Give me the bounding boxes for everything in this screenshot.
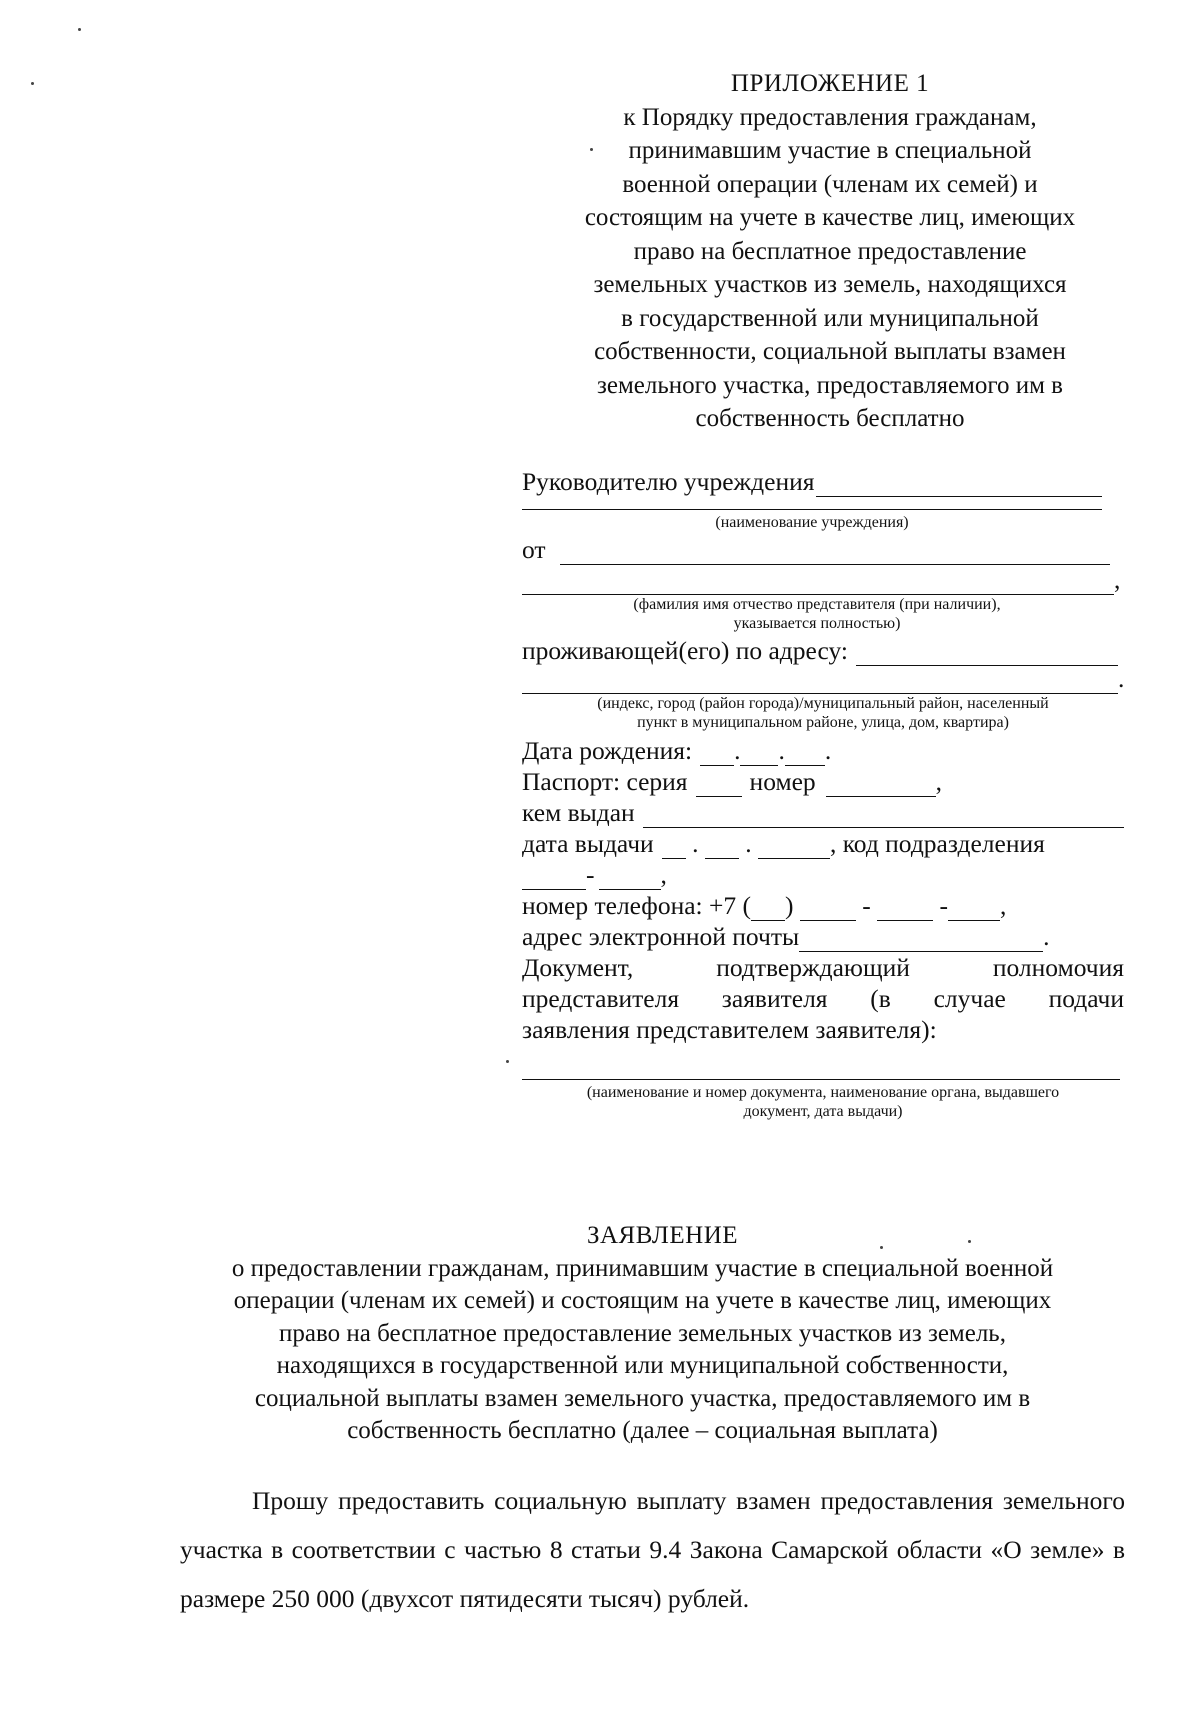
issue-day-field[interactable] <box>662 836 686 859</box>
birth-label: Дата рождения: <box>522 736 693 765</box>
statement-line: операции (членам их семей) и состоящим на учете в качестве лиц, имеющих <box>233 1287 1052 1314</box>
appendix-line: к Порядку предоставления гражданам, <box>623 103 1037 131</box>
doc-text-line-1: Документ, подтверждающий полномочия <box>522 953 1124 982</box>
phone-label: номер телефона: +7 ( <box>522 891 752 920</box>
from-row <box>522 534 1124 565</box>
address-field-2[interactable] <box>522 671 1118 694</box>
appendix-line: состоящим на учете в качестве лиц, имеющих <box>584 204 1076 231</box>
appendix-line: в государственной или муниципальной <box>621 304 1039 332</box>
appendix-header <box>540 67 1120 436</box>
email-field[interactable] <box>799 929 1043 952</box>
doc-caption-2: документ, дата выдачи) <box>743 1103 903 1120</box>
passport-number-label: номер <box>749 767 816 796</box>
issue-year-field[interactable] <box>758 836 830 859</box>
passport-number-field[interactable] <box>826 774 936 797</box>
passport-row: Паспорт: серия номер , <box>522 767 943 796</box>
full-name-field[interactable] <box>522 572 1114 595</box>
doc-text-line-2: представителя заявителя (в случае подачи <box>522 984 1124 1013</box>
issued-by-field[interactable] <box>643 805 1124 828</box>
division-code-row: - , <box>522 859 1124 890</box>
address-label: проживающей(его) по адресу: <box>522 636 848 665</box>
division-code-label: , код подразделения <box>829 829 1045 858</box>
organization-field[interactable] <box>522 497 1102 510</box>
passport-series-field[interactable] <box>696 774 742 797</box>
appendix-line: собственности, социальной выплаты взамен <box>594 338 1066 365</box>
recipient-row <box>522 466 1124 497</box>
phone-part-3-field[interactable] <box>948 898 1000 921</box>
doc-caption-1: (наименование и номер документа, наименование органа, выдавшего <box>586 1084 1060 1101</box>
phone-area-field[interactable] <box>751 898 785 921</box>
address-row-2: . <box>522 666 1124 694</box>
issued-by-label: кем выдан <box>522 798 635 827</box>
from-field[interactable] <box>560 542 1110 565</box>
passport-series-label: Паспорт: серия <box>522 767 688 796</box>
address-row <box>522 635 1124 666</box>
appendix-line: право на бесплатное предоставление <box>633 237 1027 265</box>
statement-line: собственность бесплатно (далее – социальная выплата) <box>347 1417 938 1444</box>
statement-heading <box>160 1220 1125 1448</box>
phone-row: номер телефона: +7 ( ) - - , <box>522 891 1007 920</box>
name-caption-1: (фамилия имя отчество представителя (при наличии), <box>633 596 1001 613</box>
statement-line: находящихся в государственной или муниципальной собственности, <box>276 1352 1009 1379</box>
authority-document-field[interactable] <box>522 1045 1120 1080</box>
name-row: , <box>522 565 1124 595</box>
issue-month-field[interactable] <box>705 836 739 859</box>
appendix-line: земельных участков из земель, находящихся <box>593 271 1067 298</box>
email-label: адрес электронной почты <box>522 922 800 951</box>
appendix-line: земельного участка, предоставляемого им в <box>597 371 1063 399</box>
email-row: адрес электронной почты . <box>522 922 1050 951</box>
statement-line: право на бесплатное предоставление земельных участков из земель, <box>279 1319 1006 1347</box>
appendix-line: военной операции (членам их семей) и <box>622 170 1038 198</box>
phone-part-1-field[interactable] <box>800 898 856 921</box>
issued-by-row <box>522 797 1124 828</box>
issue-date-row: дата выдачи . . , код подразделения <box>522 829 1045 858</box>
appendix-title: ПРИЛОЖЕНИЕ 1 <box>730 70 930 97</box>
doc-text-line-3: заявления представителем заявителя): <box>522 1015 937 1044</box>
scan-speck <box>506 1060 509 1063</box>
address-field[interactable] <box>856 643 1118 666</box>
birth-year-field[interactable] <box>785 743 825 766</box>
division-code-field-2[interactable] <box>599 867 661 890</box>
birth-month-field[interactable] <box>740 743 778 766</box>
appendix-line: принимавшим участие в специальной <box>628 137 1032 164</box>
birth-day-field[interactable] <box>700 743 734 766</box>
birth-row: Дата рождения: . . . <box>522 736 832 765</box>
issue-date-label: дата выдачи <box>522 829 654 858</box>
address-caption-2: пункт в муниципальном районе, улица, дом, квартира) <box>637 714 1009 731</box>
request-paragraph: Прошу предоставить социальную выплату взамен предоставления земельного участка в соответствии с частью 8 статьи 9.4 Закона Самарской области «О земле» в размере 250 000 (двухсот пятидесяти тысяч) рублей. <box>180 1486 1125 1613</box>
statement-line: о предоставлении гражданам, принимавшим участие в специальной военной <box>231 1254 1054 1282</box>
address-caption-1: (индекс, город (район города)/муниципальный район, населенный <box>597 695 1049 712</box>
scan-speck <box>31 82 34 85</box>
recipient-field[interactable] <box>816 474 1102 497</box>
request-body <box>180 1476 1125 1623</box>
applicant-form <box>522 466 1124 1121</box>
statement-line: социальной выплаты взамен земельного участка, предоставляемого им в <box>254 1384 1031 1412</box>
scan-speck <box>78 28 81 31</box>
division-code-field-1[interactable] <box>522 867 586 890</box>
organization-caption: (наименование учреждения) <box>715 514 909 531</box>
recipient-label: Руководителю учреждения <box>522 467 815 496</box>
from-label: от <box>522 535 546 564</box>
appendix-line: собственность бесплатно <box>695 405 965 432</box>
phone-part-2-field[interactable] <box>877 898 933 921</box>
statement-title: ЗАЯВЛЕНИЕ <box>586 1222 739 1249</box>
name-caption-2: указывается полностью) <box>733 615 901 632</box>
